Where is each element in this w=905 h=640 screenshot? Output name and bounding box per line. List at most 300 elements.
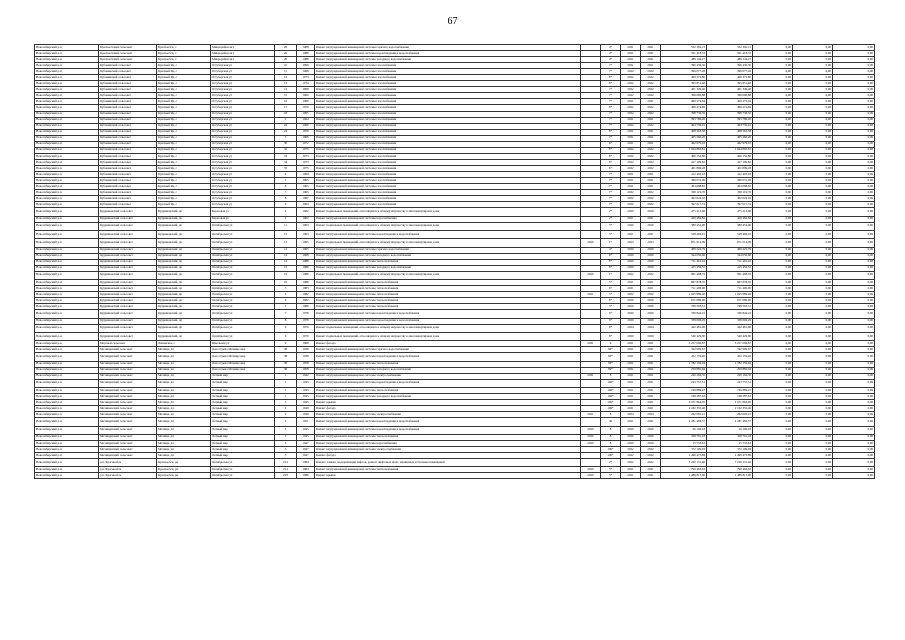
- cost-total-cell: 26 196,18: [661, 426, 707, 434]
- settlement-cell: Кудряшовский сельсовет: [99, 318, 157, 324]
- street-cell: Октябрьская ул: [211, 247, 275, 253]
- plan-year-cell: 2021: [621, 379, 641, 387]
- cost-owners-cell: 0,00: [833, 117, 875, 123]
- settlement-cell: Мочищенский сельсовет: [99, 353, 157, 361]
- locality-cell: Кудряшовский, дп: [157, 247, 211, 253]
- plan-year-cell: 2021: [621, 171, 641, 177]
- settlement-cell: Кудряшовский сельсовет: [99, 279, 157, 285]
- prev-year-cell: [581, 459, 601, 467]
- plan-year-cell: 2020: [621, 332, 641, 340]
- build-year-cell: 1967: [297, 196, 315, 202]
- street-cell: Octyбepская ул: [211, 141, 275, 147]
- district-cell: Новосибирский р-н: [35, 165, 99, 171]
- cost-total-cell: 409 372,80: [661, 75, 707, 81]
- priority-cell: 5*: [601, 292, 621, 298]
- cost-region-cell: 0,00: [753, 216, 793, 222]
- district-cell: Новосибирский р-н: [35, 105, 99, 111]
- house-number-cell: 38: [275, 367, 297, 373]
- done-year-cell: 2021: [641, 184, 661, 190]
- cost-region-cell: 0,00: [753, 117, 793, 123]
- done-year-cell: 2022: [641, 81, 661, 87]
- done-year-cell: 2020: [641, 247, 661, 253]
- plan-year-cell: 2021: [621, 400, 641, 406]
- plan-year-cell: 2021: [621, 141, 641, 147]
- priority-cell: 6*: [601, 324, 621, 332]
- cost-local-cell: 0,00: [793, 440, 833, 446]
- build-year-cell: 1945: [297, 394, 315, 400]
- build-year-cell: 1972: [297, 141, 315, 147]
- plan-year-cell: 2021: [621, 353, 641, 361]
- build-year-cell: 1970: [297, 105, 315, 111]
- cost-region-cell: 0,00: [753, 446, 793, 452]
- cost-fund-cell: 528 469,01: [707, 230, 753, 238]
- district-cell: Новосибирский р-н: [35, 123, 99, 129]
- cost-fund-cell: 404 736,01: [707, 123, 753, 129]
- priority-cell: 100*: [601, 452, 621, 458]
- settlement-cell: Краснообский сельсовет: [99, 51, 157, 57]
- build-year-cell: 1963: [297, 230, 315, 238]
- cost-local-cell: 0,00: [793, 75, 833, 81]
- district-cell: Новосибирский р-н: [35, 253, 99, 259]
- house-number-cell: 18: [275, 111, 297, 117]
- table-row: [35, 208, 875, 216]
- priority-cell: 5*: [601, 467, 621, 473]
- cost-owners-cell: 0,00: [833, 57, 875, 63]
- build-year-cell: 1947: [297, 452, 315, 458]
- street-cell: Octyбepская ул: [211, 129, 275, 135]
- plan-year-cell: 2022: [621, 81, 641, 87]
- cost-total-cell: 452 159,46: [661, 353, 707, 361]
- done-year-cell: 2021: [641, 347, 661, 353]
- build-year-cell: 1949: [297, 412, 315, 418]
- priority-cell: 89*: [601, 347, 621, 353]
- locality-cell: Кудряшовский, дп: [157, 216, 211, 222]
- house-number-cell: 8: [275, 196, 297, 202]
- settlement-cell: Кубовинский сельсовет: [99, 196, 157, 202]
- street-cell: Октябрьская ул: [211, 310, 275, 318]
- locality-cell: Кудряшовский, дп: [157, 208, 211, 216]
- build-year-cell: 1966: [297, 123, 315, 129]
- work-type-cell: Ремонт внутридомовой инженерной системы водоотведения и водоснабжения: [315, 318, 581, 324]
- street-cell: Octyбepская ул: [211, 178, 275, 184]
- priority-cell: 6*: [601, 81, 621, 87]
- district-cell: Новосибирский р-н: [35, 292, 99, 298]
- settlement-cell: Кудряшовский сельсовет: [99, 304, 157, 310]
- cost-total-cell: 489 144,27: [661, 57, 707, 63]
- priority-cell: 7*: [601, 184, 621, 190]
- cost-total-cell: 406 274,69: [661, 105, 707, 111]
- done-year-cell: 2022: [641, 446, 661, 452]
- build-year-cell: 1974: [297, 81, 315, 87]
- prev-year-cell: [581, 208, 601, 216]
- cost-total-cell: 344 050,66: [661, 253, 707, 259]
- cost-fund-cell: 328 791,18: [707, 434, 753, 440]
- locality-cell: Краснообск, с: [157, 51, 211, 57]
- plan-year-cell: 2021: [621, 99, 641, 105]
- cost-region-cell: 0,00: [753, 57, 793, 63]
- cost-region-cell: 0,00: [753, 310, 793, 318]
- house-number-cell: 11: [275, 222, 297, 230]
- plan-year-cell: 2021: [621, 361, 641, 367]
- cost-fund-cell: 259 882,94: [707, 367, 753, 373]
- cost-local-cell: 0,00: [793, 361, 833, 367]
- cost-owners-cell: 0,00: [833, 304, 875, 310]
- house-number-cell: 214: [275, 459, 297, 467]
- done-year-cell: 2020: [641, 332, 661, 340]
- cost-local-cell: 0,00: [793, 310, 833, 318]
- done-year-cell: 2020: [641, 253, 661, 259]
- settlement-cell: Мочищенский сельсовет: [99, 373, 157, 379]
- locality-cell: Мочище, дп: [157, 434, 211, 440]
- street-cell: Octyбepская ул: [211, 165, 275, 171]
- cost-fund-cell: 405 266,20: [707, 135, 753, 141]
- priority-cell: 1*: [601, 239, 621, 247]
- prev-year-cell: [581, 379, 601, 387]
- district-cell: Новосибирский р-н: [35, 129, 99, 135]
- build-year-cell: 1979: [297, 332, 315, 340]
- done-year-cell: 2022: [641, 69, 661, 75]
- settlement-cell: Кудряшовский сельсовет: [99, 298, 157, 304]
- cost-owners-cell: 0,00: [833, 265, 875, 271]
- street-cell: Octyбepская ул: [211, 111, 275, 117]
- cost-fund-cell: 397 017,74: [707, 202, 753, 208]
- street-cell: Octyбepская ул: [211, 105, 275, 111]
- cost-fund-cell: 867 878,35: [707, 279, 753, 285]
- prev-year-cell: [581, 310, 601, 318]
- work-type-cell: Ремонт, замена, модернизация лифтов, ремонт лифтовых шахт, машинных и блочных помещений: [315, 459, 581, 467]
- cost-local-cell: 0,00: [793, 341, 833, 347]
- street-cell: Октябрьская ул: [211, 286, 275, 292]
- cost-fund-cell: 711 406,00: [707, 286, 753, 292]
- district-cell: Новосибирский р-н: [35, 135, 99, 141]
- settlement-cell: Мочищенский сельсовет: [99, 387, 157, 393]
- cost-fund-cell: 409 222,79: [707, 247, 753, 253]
- street-cell: Октябрьская ул: [211, 259, 275, 265]
- priority-cell: 100*: [601, 446, 621, 452]
- district-cell: Новосибирский р-н: [35, 440, 99, 446]
- house-number-cell: 12: [275, 230, 297, 238]
- cost-fund-cell: 452 159,46: [707, 353, 753, 361]
- done-year-cell: 2022: [641, 202, 661, 208]
- done-year-cell: 2020: [641, 265, 661, 271]
- prev-year-cell: 2020: [581, 426, 601, 434]
- cost-fund-cell: 1 025 989,40: [707, 292, 753, 298]
- house-number-cell: 214: [275, 467, 297, 473]
- locality-cell: Краснообск, рп: [157, 459, 211, 467]
- cost-total-cell: 398 736,35: [661, 111, 707, 117]
- build-year-cell: 1986: [297, 279, 315, 285]
- street-cell: Octyбepская ул: [211, 81, 275, 87]
- locality-cell: Кудряшовский, дп: [157, 292, 211, 298]
- cost-region-cell: 0,00: [753, 304, 793, 310]
- build-year-cell: 1964: [297, 202, 315, 208]
- house-number-cell: 2: [275, 412, 297, 418]
- prev-year-cell: 2021: [581, 412, 601, 418]
- settlement-cell: Кубовинский сельсовет: [99, 123, 157, 129]
- work-type-cell: Ремонт внутридомовой инженерной системы теплоснабжения: [315, 434, 581, 440]
- settlement-cell: р.п. Краснообск: [99, 459, 157, 467]
- done-year-cell: 2021: [641, 135, 661, 141]
- build-year-cell: 1986: [297, 304, 315, 310]
- build-year-cell: 1968: [297, 87, 315, 93]
- priority-cell: 89*: [601, 367, 621, 373]
- cost-owners-cell: 0,00: [833, 467, 875, 473]
- settlement-cell: Кудряшовский сельсовет: [99, 239, 157, 247]
- house-number-cell: 14: [275, 87, 297, 93]
- locality-cell: Краснообск, с: [157, 45, 211, 51]
- cost-total-cell: 342 999,67: [661, 347, 707, 353]
- work-type-cell: Ремонт внутридомовой инженерной системы водоотведения и водоснабжения: [315, 51, 581, 57]
- build-year-cell: 1965: [297, 184, 315, 190]
- house-number-cell: 5: [275, 292, 297, 298]
- work-type-cell: Ремонт внутридомовой инженерной системы водоснабжения: [315, 216, 581, 222]
- cost-owners-cell: 0,00: [833, 230, 875, 238]
- street-cell: Летный мкр: [211, 434, 275, 440]
- house-number-cell: 5: [275, 452, 297, 458]
- done-year-cell: 2022: [641, 196, 661, 202]
- priority-cell: 2*: [601, 208, 621, 216]
- cost-fund-cell: 396 031,06: [707, 178, 753, 184]
- settlement-cell: Кубовинский сельсовет: [99, 165, 157, 171]
- cost-region-cell: 0,00: [753, 51, 793, 57]
- cost-region-cell: 0,00: [753, 196, 793, 202]
- build-year-cell: 1962: [297, 216, 315, 222]
- settlement-cell: Кубовинский сельсовет: [99, 153, 157, 159]
- work-type-cell: Ремонт внутридомовой инженерной системы водоотведения и водоснабжения: [315, 418, 581, 426]
- district-cell: Новосибирский р-н: [35, 153, 99, 159]
- cost-owners-cell: 0,00: [833, 446, 875, 452]
- cost-owners-cell: 0,00: [833, 51, 875, 57]
- cost-local-cell: 0,00: [793, 434, 833, 440]
- street-cell: Октябрьская ул: [211, 324, 275, 332]
- cost-fund-cell: 398 736,35: [707, 111, 753, 117]
- priority-cell: 7*: [601, 123, 621, 129]
- settlement-cell: Кубовинский сельсовет: [99, 93, 157, 99]
- cost-owners-cell: 0,00: [833, 202, 875, 208]
- build-year-cell: 1945: [297, 379, 315, 387]
- cost-total-cell: 871 014,09: [661, 239, 707, 247]
- street-cell: Octyбepская ул: [211, 93, 275, 99]
- cost-region-cell: 0,00: [753, 467, 793, 473]
- work-type-cell: Ремонт внутридомовой инженерной системы газоснабжения: [315, 190, 581, 196]
- cost-region-cell: 0,00: [753, 394, 793, 400]
- cost-total-cell: 991 408,76: [661, 271, 707, 279]
- cost-fund-cell: 220 194,35: [707, 373, 753, 379]
- cost-owners-cell: 0,00: [833, 190, 875, 196]
- cost-fund-cell: 420 482,82: [707, 216, 753, 222]
- prev-year-cell: 2021: [581, 292, 601, 298]
- cost-owners-cell: 0,00: [833, 111, 875, 117]
- priority-cell: 4*: [601, 45, 621, 51]
- work-type-cell: Ремонт внутридомовой инженерной системы водоснабжения: [315, 440, 581, 446]
- priority-cell: 5*: [601, 473, 621, 479]
- plan-year-cell: 2020: [621, 318, 641, 324]
- street-cell: Octyбepская ул: [211, 99, 275, 105]
- locality-cell: Кудряшовский, дп: [157, 318, 211, 324]
- cost-total-cell: 408 563,58: [661, 129, 707, 135]
- work-type-cell: Ремонт внутридомовой инженерной системы горячего водоснабжения: [315, 247, 581, 253]
- locality-cell: Красный Яр, с: [157, 178, 211, 184]
- plan-year-cell: 2020: [621, 440, 641, 446]
- priority-cell: 2*: [601, 216, 621, 222]
- priority-cell: 7*: [601, 87, 621, 93]
- cost-local-cell: 0,00: [793, 286, 833, 292]
- done-year-cell: 2021: [641, 216, 661, 222]
- done-year-cell: 2020: [641, 440, 661, 446]
- cost-total-cell: 380 454,06: [661, 222, 707, 230]
- cost-local-cell: 0,00: [793, 184, 833, 190]
- cost-owners-cell: 0,00: [833, 387, 875, 393]
- street-cell: Octyбepская ул: [211, 63, 275, 69]
- cost-region-cell: 0,00: [753, 159, 793, 165]
- cost-fund-cell: 475 213,00: [707, 208, 753, 216]
- plan-year-cell: 2022: [621, 196, 641, 202]
- build-year-cell: 1986: [297, 265, 315, 271]
- house-number-cell: 26: [275, 57, 297, 63]
- work-type-cell: Ремонт внутридомовой инженерной системы газоснабжения: [315, 129, 581, 135]
- build-year-cell: 1968: [297, 341, 315, 347]
- locality-cell: Кудряшовский, дп: [157, 265, 211, 271]
- district-cell: Новосибирский р-н: [35, 412, 99, 418]
- district-cell: Новосибирский р-н: [35, 467, 99, 473]
- work-type-cell: Ремонт подвальных помещений, относящихся к общему имуществу в многоквартирном доме: [315, 222, 581, 230]
- street-cell: Октябрьская ул: [211, 253, 275, 259]
- district-cell: Новосибирский р-н: [35, 196, 99, 202]
- prev-year-cell: 2020: [581, 239, 601, 247]
- done-year-cell: 2021: [641, 367, 661, 373]
- priority-cell: 7*: [601, 171, 621, 177]
- work-type-cell: Ремонт внутридомовой инженерной системы электроснабжения: [315, 373, 581, 379]
- priority-cell: 106*: [601, 400, 621, 406]
- cost-local-cell: 0,00: [793, 459, 833, 467]
- build-year-cell: 1983: [297, 286, 315, 292]
- cost-fund-cell: 7 220 131,40: [707, 459, 753, 467]
- plan-year-cell: 2021: [621, 373, 641, 379]
- table-row: [35, 332, 875, 340]
- cost-owners-cell: 0,00: [833, 459, 875, 467]
- priority-cell: 6: [601, 341, 621, 347]
- done-year-cell: 2021: [641, 129, 661, 135]
- table-row: [35, 379, 875, 387]
- cost-region-cell: 0,00: [753, 75, 793, 81]
- cost-fund-cell: 342 999,67: [707, 347, 753, 353]
- cost-fund-cell: 243 757,51: [707, 379, 753, 387]
- cost-total-cell: 552 392,15: [661, 45, 707, 51]
- settlement-cell: Кудряшовский сельсовет: [99, 247, 157, 253]
- house-number-cell: 3: [275, 434, 297, 440]
- cost-fund-cell: 2 071 864,95: [707, 400, 753, 406]
- settlement-cell: Кудряшовский сельсовет: [99, 259, 157, 265]
- settlement-cell: Морской сельсовет: [99, 341, 157, 347]
- done-year-cell: 2021: [641, 57, 661, 63]
- priority-cell: 6*: [601, 253, 621, 259]
- cost-total-cell: 393 786,20: [661, 117, 707, 123]
- work-type-cell: Ремонт внутридомовой инженерной системы водоотведения и водоснабжения: [315, 310, 581, 318]
- house-number-cell: 14: [275, 259, 297, 265]
- cost-total-cell: 768 593,51: [661, 304, 707, 310]
- repair-program-table: [34, 44, 874, 479]
- locality-cell: Мочище, дп: [157, 440, 211, 446]
- locality-cell: Кудряшовский, дп: [157, 230, 211, 238]
- cost-local-cell: 0,00: [793, 394, 833, 400]
- cost-owners-cell: 0,00: [833, 373, 875, 379]
- cost-region-cell: 0,00: [753, 69, 793, 75]
- cost-fund-cell: 1 489 817,00: [707, 473, 753, 479]
- street-cell: Октябрьская ул: [211, 298, 275, 304]
- district-cell: Новосибирский р-н: [35, 239, 99, 247]
- cost-region-cell: 0,00: [753, 222, 793, 230]
- cost-local-cell: 0,00: [793, 347, 833, 353]
- cost-local-cell: 0,00: [793, 247, 833, 253]
- cost-owners-cell: 0,00: [833, 253, 875, 259]
- district-cell: Новосибирский р-н: [35, 387, 99, 393]
- cost-local-cell: 0,00: [793, 452, 833, 458]
- cost-total-cell: 415 459,52: [661, 265, 707, 271]
- priority-cell: 6*: [601, 332, 621, 340]
- cost-owners-cell: 0,00: [833, 367, 875, 373]
- work-type-cell: Ремонт подвальных помещений, относящихся к общему имуществу в многоквартирном доме: [315, 271, 581, 279]
- cost-region-cell: 0,00: [753, 286, 793, 292]
- plan-year-cell: 2020: [621, 304, 641, 310]
- done-year-cell: 2022: [641, 105, 661, 111]
- cost-region-cell: 0,00: [753, 141, 793, 147]
- street-cell: Летный мкр: [211, 406, 275, 412]
- plan-year-cell: 2022: [621, 105, 641, 111]
- cost-owners-cell: 0,00: [833, 298, 875, 304]
- cost-fund-cell: 790 464,63: [707, 467, 753, 473]
- street-cell: Октябрьская ул: [211, 222, 275, 230]
- done-year-cell: 2021: [641, 341, 661, 347]
- district-cell: Новосибирский р-н: [35, 406, 99, 412]
- house-number-cell: 26: [275, 45, 297, 51]
- done-year-cell: 2021: [641, 99, 661, 105]
- done-year-cell: 2021: [641, 406, 661, 412]
- locality-cell: Красный Яр, с: [157, 190, 211, 196]
- street-cell: Octyбepская ул: [211, 117, 275, 123]
- priority-cell: 7*: [601, 63, 621, 69]
- district-cell: Новосибирский р-н: [35, 222, 99, 230]
- cost-fund-cell: 336 844,22: [707, 310, 753, 318]
- cost-owners-cell: 0,00: [833, 440, 875, 446]
- plan-year-cell: 2022: [621, 93, 641, 99]
- cost-total-cell: 749 889,47: [661, 387, 707, 393]
- cost-local-cell: 0,00: [793, 400, 833, 406]
- cost-total-cell: 401 899,28: [661, 165, 707, 171]
- house-number-cell: 34: [275, 159, 297, 165]
- plan-year-cell: 2020: [621, 222, 641, 230]
- street-cell: Летный мкр: [211, 387, 275, 393]
- work-type-cell: Ремонт внутридомовой инженерной системы газоснабжения: [315, 141, 581, 147]
- house-number-cell: 13: [275, 247, 297, 253]
- cost-region-cell: 0,00: [753, 171, 793, 177]
- locality-cell: Мочище, дп: [157, 452, 211, 458]
- settlement-cell: Кубовинский сельсовет: [99, 178, 157, 184]
- cost-owners-cell: 0,00: [833, 353, 875, 361]
- locality-cell: Красный Яр, с: [157, 75, 211, 81]
- cost-total-cell: 3 257 096,87: [661, 341, 707, 347]
- settlement-cell: Кубовинский сельсовет: [99, 63, 157, 69]
- house-number-cell: 16: [275, 279, 297, 285]
- plan-year-cell: 2021: [621, 387, 641, 393]
- cost-owners-cell: 0,00: [833, 292, 875, 298]
- cost-total-cell: 867 878,35: [661, 279, 707, 285]
- plan-year-cell: 2021: [621, 279, 641, 285]
- locality-cell: Красный Яр, с: [157, 135, 211, 141]
- cost-owners-cell: 0,00: [833, 196, 875, 202]
- plan-year-cell: 2022: [621, 147, 641, 153]
- house-number-cell: 6: [275, 298, 297, 304]
- district-cell: Новосибирский р-н: [35, 353, 99, 361]
